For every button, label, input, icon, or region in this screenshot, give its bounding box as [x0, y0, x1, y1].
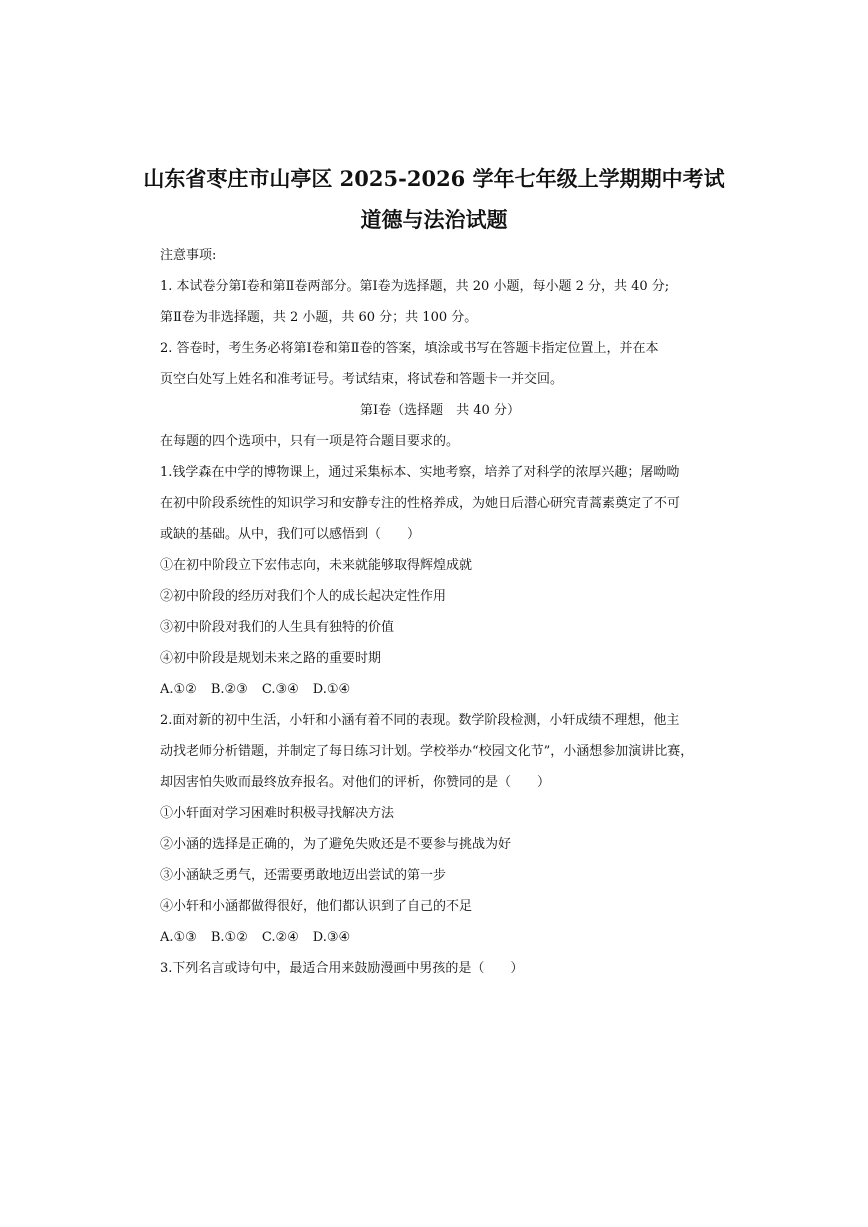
- question-1: [160, 457, 720, 705]
- option-b: B.②③: [210, 682, 248, 697]
- answer-options: [160, 922, 720, 953]
- question-3: [160, 953, 720, 984]
- question-statement: ①在初中阶段立下宏伟志向，未来就能够取得辉煌成就: [160, 558, 473, 573]
- question-statement: ①小轩面对学习困难时积极寻找解决方法: [160, 806, 395, 821]
- option-d: D.①④: [312, 682, 351, 697]
- notice-heading: 注意事项:: [160, 248, 217, 263]
- option-a: A.①②: [160, 682, 197, 697]
- section-instruction: 在每题的四个选项中，只有一项是符合题目要求的。: [160, 434, 460, 449]
- question-statement: ④小轩和小涵都做得很好，他们都认识到了自己的不足: [160, 899, 473, 914]
- option-b: B.①②: [210, 930, 248, 945]
- question-stem-line: 动找老师分析错题，并制定了每日练习计划。学校举办“校园文化节”，小涵想参加演讲比赛，: [160, 744, 694, 759]
- question-statement: ②小涵的选择是正确的，为了避免失败还是不要参与挑战为好: [160, 837, 512, 852]
- question-statement: ④初中阶段是规划未来之路的重要时期: [160, 651, 382, 666]
- question-statement: ②初中阶段的经历对我们个人的成长起决定性作用: [160, 589, 447, 604]
- question-2: [160, 705, 720, 953]
- question-stem-line: 却因害怕失败而最终放弃报名。对他们的评析，你赞同的是（ ）: [160, 775, 551, 790]
- notice-item-2-line-2: 页空白处写上姓名和准考证号。考试结束，将试卷和答题卡一并交回。: [160, 372, 564, 387]
- question-stem-line: 1.钱学森在中学的博物课上，通过采集标本、实地考察，培养了对科学的浓厚兴趣；屠呦呦: [160, 465, 680, 480]
- answer-options: [160, 674, 720, 705]
- option-c: C.②④: [261, 930, 299, 945]
- question-stem-line: 3.下列名言或诗句中，最适合用来鼓励漫画中男孩的是（ ）: [160, 961, 524, 976]
- notice-item-1-line-1: 1. 本试卷分第Ⅰ卷和第Ⅱ卷两部分。第Ⅰ卷为选择题，共 20 小题，每小题 2 分，共 40 分;: [160, 279, 670, 294]
- option-a: A.①③: [160, 930, 197, 945]
- section-heading: 第Ⅰ卷（选择题 共 40 分）: [360, 403, 520, 418]
- exam-title: 山东省枣庄市山亭区 2025-2026 学年七年级上学期期中考试: [143, 166, 725, 191]
- question-stem-line: 在初中阶段系统性的知识学习和安静专注的性格养成，为她日后潜心研究青蒿素奠定了不可: [160, 496, 681, 511]
- exam-content: [160, 240, 720, 984]
- question-statement: ③初中阶段对我们的人生具有独特的价值: [160, 620, 395, 635]
- question-stem-line: 2.面对新的初中生活，小轩和小涵有着不同的表现。数学阶段检测，小轩成绩不理想，他主: [160, 713, 680, 728]
- exam-subject-title: 道德与法治试题: [360, 207, 508, 232]
- question-statement: ③小涵缺乏勇气，还需要勇敢地迈出尝试的第一步: [160, 868, 447, 883]
- notice-item-2-line-1: 2. 答卷时，考生务必将第Ⅰ卷和第Ⅱ卷的答案，填涂或书写在答题卡指定位置上，并在本: [160, 341, 659, 356]
- question-stem-line: 或缺的基础。从中，我们可以感悟到（ ）: [160, 527, 421, 542]
- option-d: D.③④: [312, 930, 351, 945]
- option-c: C.③④: [261, 682, 299, 697]
- notice-item-1-line-2: 第Ⅱ卷为非选择题，共 2 小题，共 60 分；共 100 分。: [160, 310, 478, 325]
